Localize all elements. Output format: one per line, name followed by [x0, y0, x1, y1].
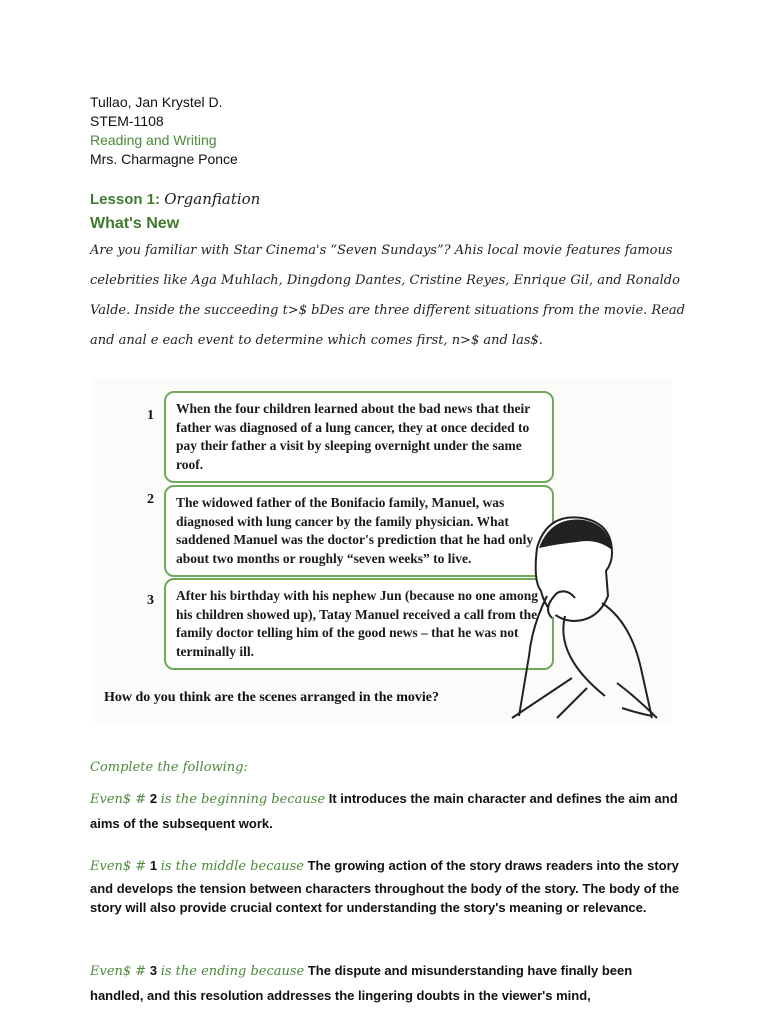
answer-paragraph — [90, 959, 690, 1008]
scene-question: How do you think are the scenes arranged in the movie? — [104, 690, 439, 705]
event-number: 1 — [149, 858, 158, 873]
scene-number: 2 — [147, 492, 154, 507]
scene-box: The widowed father of the Bonifacio family, Manuel, was diagnosed with lung cancer by the family physician. What saddened Manuel was the doctor's prediction that he had only about two months or roughly “seven weeks” to live. — [164, 485, 554, 577]
answer-label: Even$ # — [90, 859, 147, 874]
answer-text-continued: handled, and this resolution addresses the lingering doubts in the viewer's mind, — [90, 988, 591, 1003]
answer-label: Even$ # — [90, 964, 147, 979]
lesson-heading — [90, 190, 260, 208]
answer-paragraph — [90, 787, 690, 836]
answer-text-continued: aims of the subsequent work. — [90, 816, 273, 831]
answer-text: It introduces the main character and defines the aim and — [328, 791, 678, 806]
answer-text: The dispute and misunderstanding have finally been — [307, 963, 633, 978]
answer-position-label: is the beginning because — [160, 792, 326, 807]
answer-label: Even$ # — [90, 792, 147, 807]
lesson-prefix: Lesson 1: — [90, 191, 161, 208]
section-heading-whats-new: What's New — [90, 215, 180, 232]
event-number: 3 — [149, 963, 158, 978]
thinking-man-illustration — [477, 508, 667, 723]
answer-text: The growing action of the story draws readers into the story — [307, 858, 679, 873]
answer-paragraph — [90, 854, 690, 917]
scene-box: After his birthday with his nephew Jun (because no one among his children showed up), Tatay Manuel received a call from the family doctor telling him of the good news – that he was not terminally ill. — [164, 578, 554, 670]
event-number: 2 — [149, 791, 158, 806]
scene-number: 1 — [147, 408, 154, 423]
answer-text-continued: and develops the tension between characters throughout the body of the story. The body of the story will also provide crucial context for understanding the story's meaning or relevance. — [90, 881, 680, 915]
subject-label: Reading and Writing — [90, 132, 217, 148]
instruction-text: Complete the following: — [90, 760, 248, 775]
student-name: Tullao, Jan Krystel D. — [90, 94, 223, 110]
answer-position-label: is the middle because — [160, 859, 304, 874]
scene-box: When the four children learned about the bad news that their father was diagnosed of a lung cancer, they at once decided to pay their father a visit by sleeping overnight under the same roof. — [164, 391, 554, 483]
intro-paragraph: Are you familiar with Star Cinema's “Seven Sundays”? Ahis local movie features famous celebrities like Aga Muhlach, Dingdong Dantes, Cristine Reyes, Enrique Gil, and Ronaldo Valde. Inside the succeeding t>$ bDes are three different situations from the movie. Read and anal e each event to determine which comes first, n>$ and las$. — [90, 243, 685, 348]
teacher-name: Mrs. Charmagne Ponce — [90, 151, 238, 167]
lesson-title: Organfiation — [164, 190, 261, 208]
section-label: STEM-1108 — [90, 113, 164, 129]
answer-position-label: is the ending because — [160, 964, 305, 979]
scene-number: 3 — [147, 593, 154, 608]
scenes-illustration — [92, 378, 672, 723]
